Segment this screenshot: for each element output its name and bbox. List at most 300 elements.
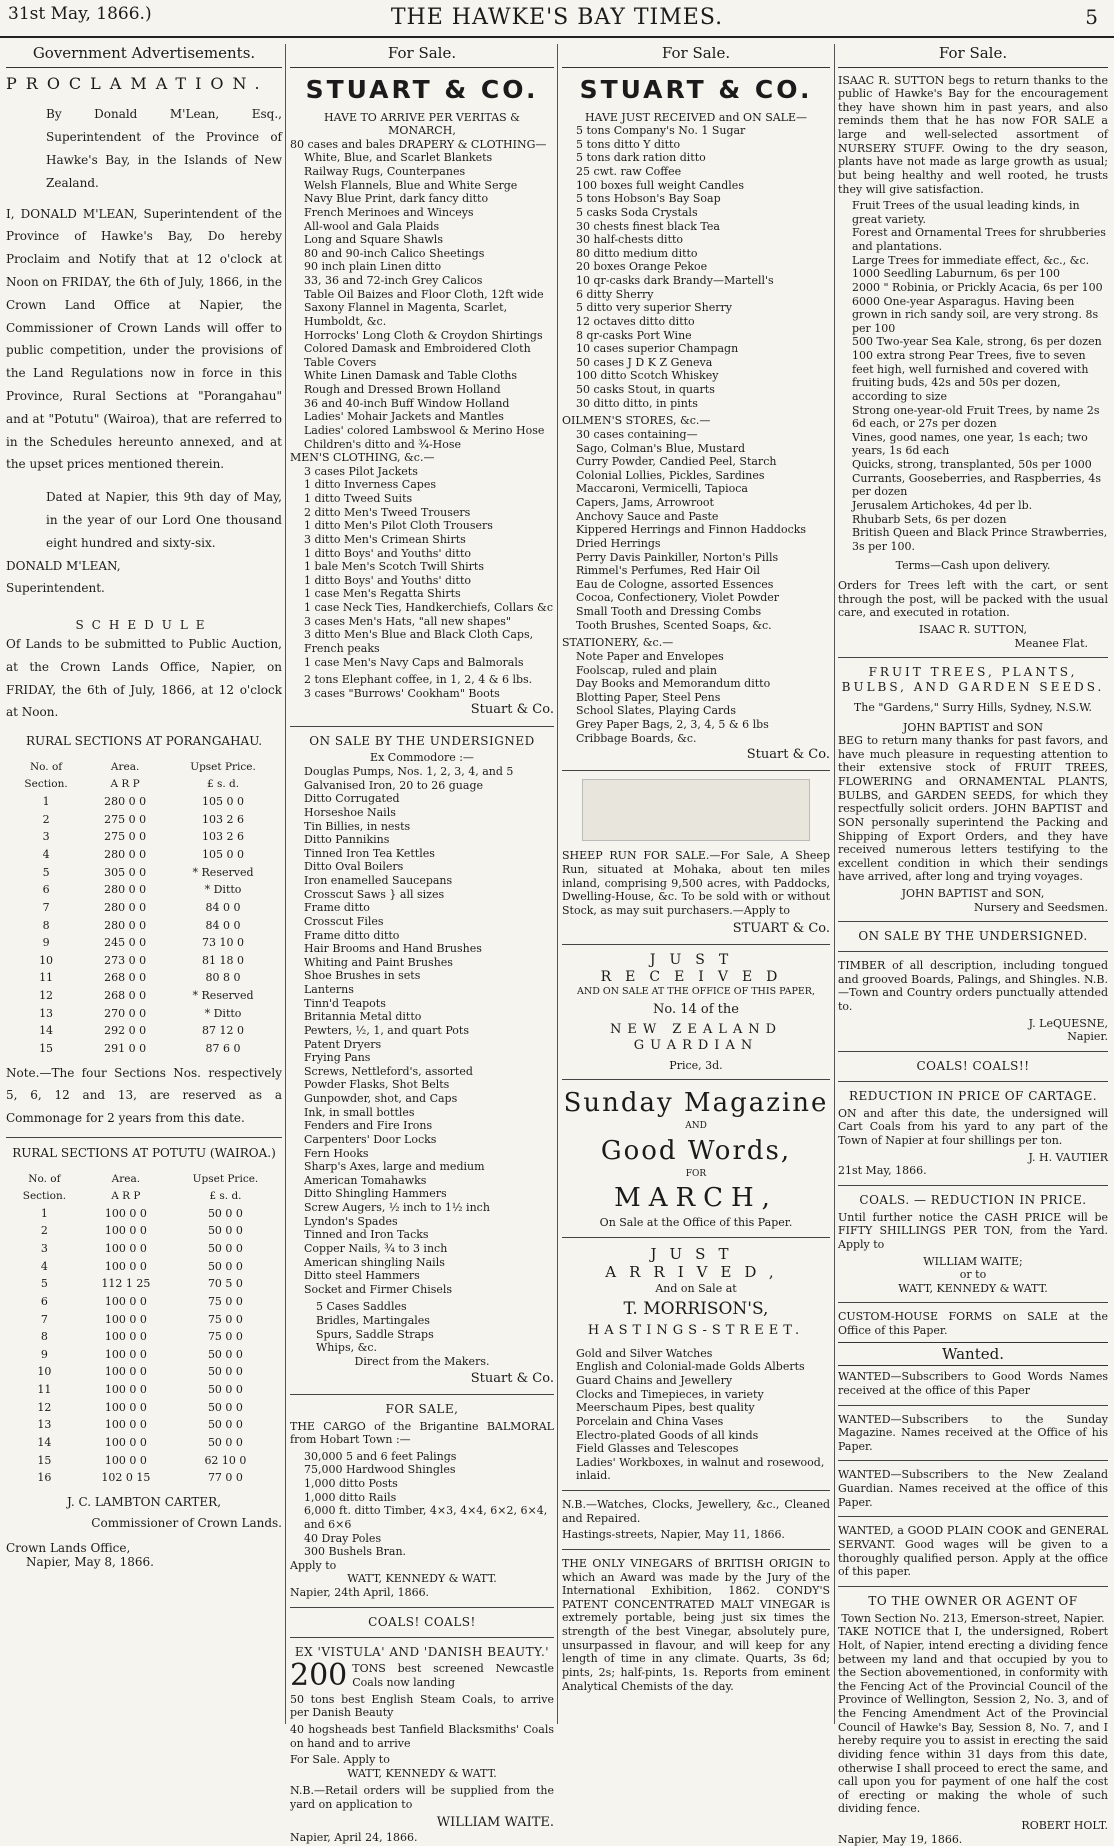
section-title-potutu: RURAL SECTIONS AT POTUTU (WAIROA.) [12, 1145, 276, 1160]
shop-date: Hastings-streets, Napier, May 11, 1866. [562, 1528, 785, 1542]
list-item: 90 inch plain Linen ditto [304, 260, 442, 274]
wanted-heading: Wanted. [838, 1342, 1108, 1367]
cell-section: 2 [42, 812, 50, 826]
month-title: MARCH, [614, 1182, 778, 1213]
list-item: British Queen and Black Prince Strawberries, 3s per 100. [852, 526, 1108, 553]
th-area-unit: A R P [111, 1189, 141, 1202]
list-item: Gold and Silver Watches [576, 1346, 713, 1360]
list-item: 500 Two-year Sea Kale, strong, 6s per dozen [852, 335, 1102, 349]
cell-price: 50 0 0 [207, 1224, 243, 1238]
list-item: School Slates, Playing Cards [576, 704, 736, 718]
table-row [6, 899, 282, 917]
list-item: Ladies' colored Lambswool & Merino Hose [304, 423, 545, 437]
cell-section: 8 [42, 918, 50, 932]
cell-area: 100 0 0 [104, 1418, 147, 1432]
list-item: Guard Chains and Jewellery [576, 1374, 733, 1388]
firm-name: JOHN BAPTIST and SON [903, 720, 1043, 734]
list-item: 2 ditto Men's Tweed Trousers [304, 505, 471, 519]
list-item: 8 qr-casks Port Wine [576, 328, 692, 342]
list-item: Whiting and Paint Brushes [304, 955, 453, 969]
list-item: 3 cases "Burrows' Cookham" Boots [304, 686, 500, 700]
list-item: 12 octaves ditto ditto [576, 314, 695, 328]
cell-section: 15 [37, 1453, 52, 1467]
office-name: Crown Lands Office, [6, 1540, 131, 1555]
signature-name: JOHN BAPTIST and SON, [901, 887, 1045, 901]
column-heading: For Sale. [838, 44, 1108, 68]
list-item: Britannia Metal ditto [304, 1010, 422, 1024]
list-item: Shoe Brushes in sets [304, 969, 421, 983]
table-row [6, 1240, 282, 1258]
list-item: Ink, in small bottles [304, 1105, 415, 1119]
table-row [6, 881, 282, 899]
cell-price: * Ditto [204, 1006, 242, 1020]
ad-signature: WILLIAM WAITE. [436, 1814, 554, 1830]
list-item: 3 cases Pilot Jackets [304, 464, 418, 478]
list-item: Iron enamelled Saucepans [304, 874, 453, 888]
list-item: 1000 Seedling Laburnum, 6s per 100 [852, 267, 1061, 281]
schedule-note: Note.—The four Sections Nos. respectively 5, 6, 12 and 13, are reserved as a Commonage for 2 years from this date. [6, 1065, 282, 1126]
list-item: Long and Square Shawls [304, 233, 443, 247]
cell-area: 280 0 0 [104, 900, 147, 914]
cell-price: 50 0 0 [207, 1347, 243, 1361]
cell-area: 100 0 0 [104, 1435, 147, 1449]
list-item: Tooth Brushes, Scented Soaps, &c. [576, 618, 772, 632]
list-item: Note Paper and Envelopes [576, 649, 724, 663]
list-item: Large Trees for immediate effect, &c., &c. [852, 253, 1090, 267]
for-sale-heading: FOR SALE, [385, 1401, 459, 1416]
hardware-list [290, 765, 554, 1296]
cell-section: 13 [37, 1418, 52, 1432]
cell-area: 280 0 0 [104, 918, 147, 932]
steam-coals: 50 tons best English Steam Coals, to arrive per Danish Beauty [290, 1692, 554, 1720]
apply-label: Apply to [290, 1558, 337, 1572]
signature-location: Napier. [1067, 1030, 1108, 1044]
list-item: 30 cases containing— [576, 427, 698, 441]
cell-area: 291 0 0 [104, 1041, 147, 1055]
list-item: Powder Flasks, Shot Belts [304, 1078, 450, 1092]
signature-title: Commissioner of Crown Lands. [91, 1515, 282, 1530]
gardens-address: The "Gardens," Surry Hills, Sydney, N.S.W. [853, 700, 1093, 714]
list-item: Crosscut Files [304, 914, 384, 928]
table-row [6, 1022, 282, 1040]
column-rule [834, 44, 835, 1724]
list-item: French Merinoes and Winceys [304, 205, 474, 219]
list-item: Horseshoe Nails [304, 805, 396, 819]
signature-name: J. C. LAMBTON CARTER, [66, 1494, 222, 1509]
cell-section: 1 [42, 795, 50, 809]
list-item: Rough and Dressed Brown Holland [304, 383, 501, 397]
ad-date: 21st May, 1866. [838, 1164, 927, 1178]
cell-price: 103 2 6 [202, 812, 245, 826]
list-item: Dried Herrings [576, 536, 661, 550]
sale-title: ON SALE BY THE UNDERSIGNED [309, 733, 535, 748]
cell-area: 268 0 0 [104, 971, 147, 985]
list-item: 100 boxes full weight Candles [576, 178, 744, 192]
list-item: Frame ditto ditto [304, 928, 400, 942]
list-item: Maccaroni, Vermicelli, Tapioca [576, 482, 748, 496]
cell-price: 87 12 0 [202, 1024, 245, 1038]
table-row [6, 1275, 282, 1293]
list-item: White Linen Damask and Table Cloths [304, 369, 518, 383]
firm-name: STUART & CO. [305, 74, 539, 104]
cell-section: 1 [40, 1206, 48, 1220]
cell-section: 14 [39, 1024, 54, 1038]
ships-heading: EX 'VISTULA' AND 'DANISH BEAUTY.' [294, 1644, 550, 1659]
list-item: Capers, Jams, Arrowroot [576, 496, 714, 510]
coal-tonnage-text: TONS best screened Newcastle Coals now landing [352, 1662, 554, 1690]
signature-location: Meanee Flat. [1014, 636, 1088, 650]
timber-ad: TIMBER of all description, including tongued and grooved Boards, Palings, and Shingles. N.B.—Town and Country orders punctually attended to. [838, 959, 1108, 1014]
divider [838, 1460, 1108, 1461]
list-item: 2 tons Elephant coffee, in 1, 2, 4 & 6 lbs. [304, 673, 533, 687]
issue-number: No. 14 of the [653, 1002, 739, 1018]
cell-section: 15 [39, 1041, 54, 1055]
cell-section: 7 [42, 900, 50, 914]
list-item: Clocks and Timepieces, in variety [576, 1387, 764, 1401]
list-item: 20 boxes Orange Pekoe [576, 260, 708, 274]
cell-section: 11 [37, 1383, 52, 1397]
agent-name: WATT, KENNEDY & WATT. [898, 1281, 1048, 1295]
table-row [6, 1381, 282, 1399]
notice-heading: TO THE OWNER OR AGENT OF [868, 1593, 1078, 1608]
good-words-title: Good Words, [600, 1135, 792, 1166]
coal-price-body: Until further notice the CASH PRICE will be FIFTY SHILLINGS PER TON, from the Yard. Apply to [838, 1210, 1108, 1251]
cell-area: 245 0 0 [104, 936, 147, 950]
list-item: Frame ditto [304, 901, 370, 915]
list-item: 100 ditto Scotch Whiskey [576, 369, 719, 383]
list-item: Tinned Iron Tea Kettles [304, 846, 435, 860]
cell-area: 100 0 0 [104, 1259, 147, 1273]
schedule-table-potutu [6, 1171, 282, 1487]
divider [838, 921, 1108, 922]
cell-price: 50 0 0 [207, 1365, 243, 1379]
cell-price: 105 0 0 [202, 795, 245, 809]
divider [838, 1081, 1108, 1082]
wanted-ad: WANTED, a GOOD PLAIN COOK and GENERAL SERVANT. Good wages will be given to a thoroughly qualified person. Apply at the office of this paper. [838, 1524, 1108, 1579]
th-area-unit: A R P [110, 778, 140, 791]
conjunction: FOR [685, 1168, 707, 1179]
coal-tonnage: 200 [290, 1658, 348, 1694]
list-item: Gunpowder, shot, and Caps [304, 1092, 458, 1106]
list-item: 30 half-chests ditto [576, 233, 684, 247]
list-item: Meerschaum Pipes, best quality [576, 1401, 755, 1415]
repair-note: N.B.—Watches, Clocks, Jewellery, &c., Cleaned and Repaired. [562, 1498, 830, 1525]
cell-price: 87 6 0 [205, 1041, 241, 1055]
nursery-list [838, 199, 1108, 553]
table-row [6, 811, 282, 829]
column-rule [285, 44, 286, 1724]
list-item: 1 case Men's Regatta Shirts [304, 587, 461, 601]
list-item: Grey Paper Bags, 2, 3, 4, 5 & 6 lbs [576, 718, 769, 732]
list-item: Jerusalem Artichokes, 4d per lb. [852, 498, 1033, 512]
cartage-heading: REDUCTION IN PRICE OF CARTAGE. [848, 1088, 1098, 1103]
ad-signature: Stuart & Co. [470, 1370, 554, 1386]
cell-section: 9 [42, 936, 50, 950]
list-item: 6000 One-year Asparagus. Having been grown in rich sandy soil, are very strong. 8s per 100 [852, 294, 1099, 335]
coal-price-heading: COALS. — REDUCTION IN PRICE. [859, 1192, 1087, 1207]
list-item: Ladies' Mohair Jackets and Mantles [304, 410, 504, 424]
signature-title: Nursery and Seedsmen. [973, 900, 1108, 914]
cell-area: 100 0 0 [104, 1365, 147, 1379]
grocery-list [562, 124, 830, 410]
orders-note: Orders for Trees left with the cart, or sent through the post, will be packed with the usual care, and executed in rotation. [838, 579, 1108, 620]
list-item: Lyndon's Spades [304, 1214, 398, 1228]
list-item: Fenders and Fire Irons [304, 1119, 433, 1133]
column-government-advertisements [6, 44, 282, 1724]
wanted-ad: WANTED—Subscribers to Good Words Names received at the office of this Paper [838, 1370, 1108, 1397]
table-row [6, 1452, 282, 1470]
table-row [6, 934, 282, 952]
table-row [6, 952, 282, 970]
list-item: 50 casks Stout, in quarts [576, 383, 715, 397]
list-item: Rhubarb Sets, 6s per dozen [852, 512, 1007, 526]
baptist-body: BEG to return many thanks for past favors, and have much pleasure in requesting attention to their extensive stock of FRUIT TREES, FLOWERING and ORNAMENTAL PLANTS, BULBS, and GARDEN SEEDS, for which they respectfully solicit orders. JOHN BAPTIST and SON personally superintend the Packing and Shipping of Export Orders, and they have received numerous letters testifying to the excellent condition in which their sendings have arrived, after long and trying voyages. [838, 734, 1108, 884]
cell-area: 273 0 0 [104, 953, 147, 967]
section-title-porangahau: RURAL SECTIONS AT PORANGAHAU. [25, 734, 263, 749]
cell-area: 100 0 0 [104, 1400, 147, 1414]
list-item: Douglas Pumps, Nos. 1, 2, 3, 4, and 5 [304, 765, 514, 779]
office-date: Napier, May 8, 1866. [26, 1555, 154, 1570]
divider [838, 657, 1108, 658]
cell-area: 292 0 0 [104, 1024, 147, 1038]
list-item: Saxony Flannel in Magenta, Scarlet, Humboldt, &c. [304, 301, 508, 328]
list-item: 1,000 ditto Posts [304, 1477, 398, 1491]
list-item: 5 tons ditto Y ditto [576, 137, 681, 151]
column-for-sale-1 [290, 44, 554, 1844]
th-area: Area. [111, 1172, 141, 1185]
list-item: American shingling Nails [304, 1255, 445, 1269]
proclamation-dated: Dated at Napier, this 9th day of May, in the year of our Lord One thousand eight hundred and sixty-six. [46, 490, 282, 550]
table-row [6, 1293, 282, 1311]
cell-price: 75 0 0 [207, 1312, 243, 1326]
on-sale-note: And on Sale at [655, 1281, 737, 1295]
list-item: 1,000 ditto Rails [304, 1490, 397, 1504]
newspaper-title: THE HAWKE'S BAY TIMES. [390, 5, 724, 30]
cell-area: 268 0 0 [104, 989, 147, 1002]
list-item: 100 extra strong Pear Trees, five to seven feet high, well furnished and covered with fruiting buds, 42s and 50s per dozen, according to size [852, 349, 1089, 403]
list-item: Socket and Firmer Chisels [304, 1282, 453, 1296]
cell-section: 10 [37, 1365, 52, 1379]
list-item: 1 case Men's Navy Caps and Balmorals [304, 655, 524, 669]
list-item: Foolscap, ruled and plain [576, 663, 718, 677]
divider [562, 1490, 830, 1491]
list-item: Railway Rugs, Counterpanes [304, 165, 466, 179]
table-row [6, 1005, 282, 1023]
masthead [0, 0, 1114, 38]
ad-intro: HAVE TO ARRIVE PER VERITAS & MONARCH, [324, 110, 520, 138]
cell-price: 70 5 0 [207, 1277, 243, 1291]
list-item: Cribbage Boards, &c. [576, 731, 697, 745]
list-item: Tin Billies, in nests [304, 819, 411, 833]
list-item: Fruit Trees of the usual leading kinds, in great variety. [852, 199, 1080, 226]
magazine-title: Sunday Magazine [563, 1088, 829, 1119]
cell-section: 12 [39, 989, 54, 1002]
column-heading: Government Advertisements. [6, 44, 282, 68]
cell-section: 4 [42, 848, 50, 861]
divider [290, 1394, 554, 1395]
cell-area: 100 0 0 [104, 1224, 147, 1238]
agent-name: WILLIAM WAITE; [923, 1254, 1023, 1268]
cell-price: * Ditto [204, 883, 242, 897]
cell-area: 280 0 0 [104, 883, 147, 897]
divider [838, 1302, 1108, 1303]
ad-signature: Stuart & Co. [746, 747, 830, 763]
table-row [6, 1328, 282, 1346]
cell-price: * Reserved [192, 989, 254, 1002]
cell-section: 11 [39, 971, 54, 985]
sale-title: ON SALE BY THE UNDERSIGNED. [858, 929, 1088, 944]
ad-subtitle: 80 cases and bales DRAPERY & CLOTHING— [290, 137, 547, 151]
guardian-title: NEW ZEALAND GUARDIAN [609, 1022, 783, 1054]
list-item: Ditto Shingling Hammers [304, 1187, 447, 1201]
divider [290, 726, 554, 727]
list-item: Table Oil Baizes and Floor Cloth, 12ft wide [304, 287, 544, 301]
table-row [6, 969, 282, 987]
cell-price: 77 0 0 [207, 1471, 243, 1485]
list-item: Eau de Cologne, assorted Essences [576, 577, 774, 591]
table-row [6, 987, 282, 1005]
cell-area: 305 0 0 [104, 865, 147, 879]
signature-name: ROBERT HOLT. [1021, 1819, 1108, 1833]
list-item: Navy Blue Print, dark fancy ditto [304, 192, 489, 206]
table-row [6, 917, 282, 935]
list-item: 1 ditto Inverness Capes [304, 478, 436, 492]
list-item: 3 ditto Men's Blue and Black Cloth Caps, French peaks [304, 628, 534, 655]
shop-name: T. MORRISON'S, [623, 1298, 769, 1319]
divider [290, 1637, 554, 1638]
list-item: 6 ditty Sherry [576, 287, 654, 301]
fence-notice: TAKE NOTICE that I, the undersigned, Robert Holt, of Napier, intend erecting a dividing fence between my land and that occupied by you to the Section abovementioned, in conformity with the Fencing Act of the Provincial Council of the Province of Wellington, Session 2, No. 3, and of the Fencing Amendment Act of the Provincial Council of Hawke's Bay, Session 8, No. 7, and I hereby require you to assist in erecting the said dividing fence within 31 days from this date, otherwise I shall proceed to erect the same, and call upon you for payment of one half the cost of erecting or making the whole of such dividing fence. [838, 1625, 1109, 1816]
list-item: 300 Bushels Bran. [304, 1545, 407, 1559]
proclamation-title: PROCLAMATION. [6, 73, 269, 93]
list-item: Curry Powder, Candied Peel, Starch [576, 455, 777, 469]
cell-price: 50 0 0 [207, 1435, 243, 1449]
list-item: Ditto Pannikins [304, 833, 390, 847]
list-item: 5 tons Hobson's Bay Soap [576, 192, 721, 206]
divider [562, 1079, 830, 1080]
conjunction: AND [685, 1121, 707, 1132]
list-item: Tinn'd Teapots [304, 996, 386, 1010]
divider [838, 951, 1108, 952]
table-row [6, 1469, 282, 1487]
list-item: Kippered Herrings and Finnon Haddocks [576, 523, 807, 537]
ship-name: Ex Commodore :— [370, 751, 474, 765]
cell-section: 4 [40, 1259, 48, 1273]
list-item: 50 cases J D K Z Geneva [576, 355, 713, 369]
list-item: 10 qr-casks dark Brandy—Martell's [576, 274, 774, 288]
coals-heading: COALS! COALS!! [916, 1058, 1030, 1073]
table-row [6, 1416, 282, 1434]
divider [562, 1549, 830, 1550]
cell-area: 100 0 0 [104, 1294, 147, 1308]
page-number: 5 [1085, 5, 1098, 29]
table-row [6, 1205, 282, 1223]
list-item: Horrocks' Long Cloth & Croydon Shirtings [304, 328, 543, 342]
apply-label: For Sale. Apply to [290, 1753, 390, 1767]
cell-section: 12 [37, 1400, 52, 1414]
cell-price: 84 0 0 [205, 900, 241, 914]
cell-section: 13 [39, 1006, 54, 1020]
th-area: Area. [110, 761, 140, 774]
schedule-table-porangahau [6, 759, 282, 1057]
list-item: American Tomahawks [304, 1173, 427, 1187]
list-item: 30,000 5 and 6 feet Palings [304, 1449, 457, 1463]
stationery-heading: STATIONERY, &c.— [562, 636, 674, 650]
signature-title: Superintendent. [6, 581, 105, 596]
oilmen-list [562, 428, 830, 632]
cell-price: 50 0 0 [207, 1206, 243, 1220]
cell-area: 100 0 0 [104, 1242, 147, 1256]
cell-section: 3 [40, 1242, 48, 1256]
conjunction: or to [959, 1268, 987, 1282]
list-item: 1 ditto Boys' and Youths' ditto [304, 546, 471, 560]
list-item: Frying Pans [304, 1051, 371, 1065]
stationery-list [562, 650, 830, 745]
shop-street: HASTINGS-STREET. [587, 1322, 805, 1338]
list-item: Welsh Flannels, Blue and White Serge [304, 178, 518, 192]
list-item: 30 chests finest black Tea [576, 219, 720, 233]
guardian-price: Price, 3d. [669, 1058, 723, 1072]
list-item: Copper Nails, ¾ to 3 inch [304, 1241, 448, 1255]
cell-area: 275 0 0 [104, 830, 147, 844]
list-item: Fern Hooks [304, 1146, 369, 1160]
on-sale-note: AND ON SALE AT THE OFFICE OF THIS PAPER, [577, 986, 815, 998]
cargo-intro: THE CARGO of the Brigantine BALMORAL from Hobart Town :— [290, 1419, 554, 1447]
th-section-unit: Section. [22, 1189, 67, 1202]
saddlery-list [290, 1300, 554, 1355]
list-item: Strong one-year-old Fruit Trees, by name 2s 6d each, or 27s per dozen [852, 403, 1100, 431]
schedule-intro: Of Lands to be submitted to Public Auction, at the Crown Lands Office, Napier, on FRIDAY, the 6th of July, 1866, at 12 o'clock at Noon. [6, 637, 282, 720]
list-item: Day Books and Memorandum ditto [576, 677, 771, 691]
list-item: 1 case Neck Ties, Handkerchiefs, Collars &c [304, 601, 554, 615]
table-row [6, 1434, 282, 1452]
list-item: 5 tons Company's No. 1 Sugar [576, 124, 746, 138]
list-item: Ditto Corrugated [304, 792, 400, 806]
proclamation-by: By Donald M'Lean, Esq., Superintendent of the Province of Hawke's Bay, in the Islands of New Zealand. [46, 107, 282, 190]
wanted-ad: WANTED—Subscribers to the Sunday Magazine. Names received at the Office of his Paper. [838, 1412, 1108, 1453]
list-item: Quicks, strong, transplanted, 50s per 1000 [852, 458, 1092, 472]
cell-area: 280 0 0 [104, 795, 147, 809]
oilmen-heading: OILMEN'S STORES, &c.— [562, 414, 711, 428]
cell-price: 84 0 0 [205, 918, 241, 932]
list-item: 3 ditto Men's Crimean Shirts [304, 532, 466, 546]
list-item: 1 ditto Boys' and Youths' ditto [304, 573, 471, 587]
list-item: Vines, good names, one year, 1s each; two years, 1s 6d each [852, 430, 1088, 458]
list-item: 6,000 ft. ditto Timber, 4×3, 4×4, 6×2, 6×4, and 6×6 [304, 1504, 548, 1531]
cell-area: 270 0 0 [104, 1006, 147, 1020]
table-row [6, 1258, 282, 1276]
list-item: English and Colonial-made Golds Alberts [576, 1360, 805, 1374]
cell-price: 50 0 0 [207, 1242, 243, 1256]
list-item: 1 ditto Tweed Suits [304, 492, 413, 506]
cell-area: 280 0 0 [104, 848, 147, 861]
blacksmith-coals: 40 hogsheads best Tanfield Blacksmiths' Coals on hand and to arrive [290, 1722, 554, 1750]
cell-area: 100 0 0 [104, 1383, 147, 1397]
th-price-unit: £ s. d. [209, 1189, 242, 1202]
cell-area: 100 0 0 [104, 1330, 147, 1344]
cell-area: 112 1 25 [101, 1277, 151, 1291]
signature-name: DONALD M'LEAN, [6, 558, 121, 573]
cell-section: 8 [40, 1330, 48, 1344]
list-item: Spurs, Saddle Straps [316, 1327, 434, 1341]
mens-clothing-list [290, 465, 554, 669]
drapery-list [290, 151, 554, 451]
th-price: Upset Price. [190, 761, 256, 774]
list-item: Galvanised Iron, 20 to 26 guage [304, 778, 483, 792]
cell-price: 75 0 0 [207, 1294, 243, 1308]
cargo-list [290, 1450, 554, 1559]
divider [838, 1051, 1108, 1052]
